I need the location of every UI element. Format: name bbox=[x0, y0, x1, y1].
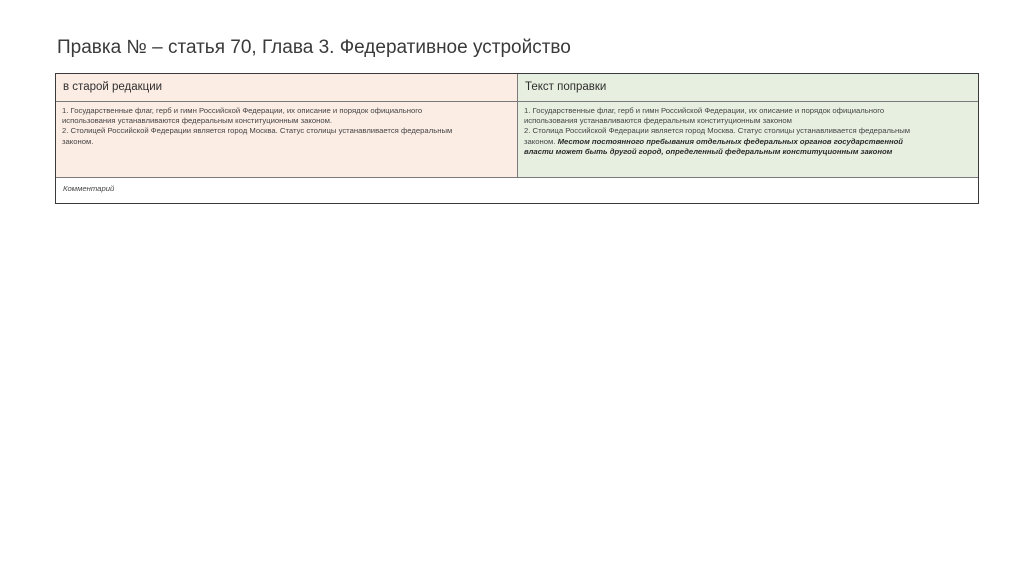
amendment-text bbox=[518, 102, 978, 177]
old-version-text bbox=[56, 102, 518, 177]
old-text-line: законом. bbox=[62, 136, 94, 146]
old-text-line: использования устанавливаются федеральным конституционным законом. bbox=[62, 116, 333, 126]
comment-row bbox=[56, 178, 978, 202]
new-text-emphasis: Местом постоянного пребывания отдельных федеральных органов государственной bbox=[557, 136, 903, 146]
table-header-row bbox=[56, 74, 978, 102]
new-text-line: 2. Столица Российской Федерации является город Москва. Статус столицы устанавливается федеральным bbox=[524, 126, 911, 136]
new-text-line: использования устанавливаются федеральным конституционным законом bbox=[524, 116, 792, 126]
new-text-plain: законом. bbox=[524, 136, 558, 146]
old-text-line: 2. Столицей Российской Федерации является город Москва. Статус столицы устанавливается федеральным bbox=[62, 126, 453, 136]
comment-label: Комментарий bbox=[63, 184, 115, 193]
page-title: Правка № – статья 70, Глава 3. Федеративное устройство bbox=[57, 37, 571, 58]
old-version-header: в старой редакции bbox=[56, 74, 518, 101]
new-text-emphasis: власти может быть другой город, определенный федеральным конституционным законом bbox=[524, 146, 893, 156]
amendment-table bbox=[55, 73, 979, 204]
new-text-line: 1. Государственные флаг, герб и гимн Российской Федерации, их описание и порядок официального bbox=[524, 106, 885, 115]
table-content-row bbox=[56, 102, 978, 178]
old-text-line: 1. Государственные флаг, герб и гимн Российской Федерации, их описание и порядок официального bbox=[62, 106, 423, 115]
amendment-text-header: Текст поправки bbox=[518, 74, 978, 101]
new-text-line bbox=[524, 137, 972, 147]
